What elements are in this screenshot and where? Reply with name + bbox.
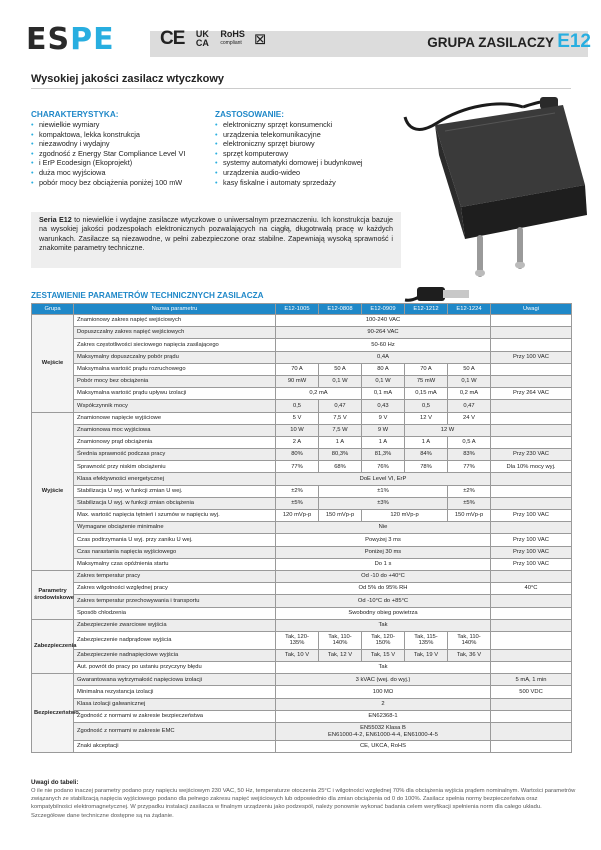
value-cell: 1 A	[405, 436, 448, 448]
note-cell	[491, 473, 572, 485]
value-cell: 7,5 W	[319, 424, 362, 436]
value-cell: Od 5% do 95% RH	[276, 583, 491, 595]
applications-title: ZASTOSOWANIE:	[215, 110, 284, 119]
param-name: Zgodność z normami w zakresie bezpieczeństwa	[74, 710, 276, 722]
value-cell: 80 A	[362, 363, 405, 375]
value-cell: 1 A	[362, 436, 405, 448]
list-item: • i ErP Ecodesign (Ekoprojekt)	[31, 158, 216, 168]
param-name: Maksymalna wartość prądu rozruchowego	[74, 363, 276, 375]
applications-list	[215, 120, 395, 187]
value-cell: 0,1 mA	[362, 388, 405, 400]
value-cell: 0,2 mA	[276, 388, 362, 400]
note-cell	[491, 363, 572, 375]
value-cell: Powyżej 3 ms	[276, 534, 491, 546]
note-cell	[491, 741, 572, 753]
value-cell: Tak	[276, 619, 491, 631]
list-item: • pobór mocy bez obciążenia poniżej 100 mW	[31, 178, 216, 188]
table-row	[32, 363, 572, 375]
note-cell	[491, 723, 572, 741]
value-cell: 0,2 mA	[448, 388, 491, 400]
value-cell: 76%	[362, 461, 405, 473]
note-cell	[491, 424, 572, 436]
list-item: • sprzęt komputerowy	[215, 149, 395, 159]
note-cell: Przy 100 VAC	[491, 351, 572, 363]
page-header	[0, 0, 601, 62]
page-subtitle: Wysokiej jakości zasilacz wtyczkowy	[31, 73, 225, 85]
param-name: Znamionowe napięcie wyjściowe	[74, 412, 276, 424]
value-cell: 0,5 A	[448, 436, 491, 448]
param-name: Znamionowy prąd obciążenia	[74, 436, 276, 448]
value-cell: 0,47	[448, 400, 491, 412]
column-header: E12-1224	[448, 304, 491, 315]
value-cell: 150 mVp-p	[319, 510, 362, 522]
value-cell: Do 1 s	[276, 558, 491, 570]
note-cell: 5 mA, 1 min	[491, 674, 572, 686]
note-cell: Przy 100 VAC	[491, 534, 572, 546]
rohs-mark-icon: RoHS compliant	[220, 29, 245, 46]
table-row	[32, 473, 572, 485]
note-cell: 500 VDC	[491, 686, 572, 698]
param-name: Maksymalna wartość prądu upływu izolacji	[74, 388, 276, 400]
value-cell: 70 A	[405, 363, 448, 375]
series-description: Seria E12 to niewielkie i wydajne zasilacze wtyczkowe o uniwersalnym przeznaczeniu. Ich konstrukcja bazuje na wysokiej jakości podzespołach elektronicznych pozwalających na ciągłą, długotrwałą pracę w każdych warunkach. Zasilacze są niezawodne, w pełni zabezpieczone oraz stabilne. Zapewniają wysoką sprawność i znakomite parametry techniczne.	[31, 212, 401, 268]
value-cell: 0,5	[405, 400, 448, 412]
column-header: Nazwa parametru	[74, 304, 276, 315]
param-name: Średnia sprawność podczas pracy	[74, 449, 276, 461]
note-cell	[491, 497, 572, 509]
value-cell: 100-240 VAC	[276, 315, 491, 327]
value-cell: 5 V	[276, 412, 319, 424]
value-cell: EN55032 Klasa B EN61000-4-2, EN61000-4-4, EN61000-4-5	[276, 723, 491, 741]
table-row	[32, 649, 572, 661]
note-cell	[491, 412, 572, 424]
value-cell: Tak, 110-140%	[448, 631, 491, 649]
parameters-table	[31, 303, 572, 753]
value-cell: 12 V	[405, 412, 448, 424]
value-cell: 1 A	[319, 436, 362, 448]
value-cell: 90-264 VAC	[276, 327, 491, 339]
note-cell	[491, 710, 572, 722]
value-cell: ±1%	[319, 485, 448, 497]
value-cell: 7,5 V	[319, 412, 362, 424]
value-cell: ±5%	[276, 497, 319, 509]
list-item: • urządzenia telekomunikacyjne	[215, 130, 395, 140]
note-cell	[491, 400, 572, 412]
value-cell: 75 mW	[405, 375, 448, 387]
param-name: Znamionowa moc wyjściowa	[74, 424, 276, 436]
table-row	[32, 723, 572, 741]
group-cell-safety: Bezpieczeństwo	[32, 674, 74, 753]
param-name: Zakres wilgotności względnej pracy	[74, 583, 276, 595]
features-list	[31, 120, 216, 187]
param-name: Współczynnik mocy	[74, 400, 276, 412]
table-row	[32, 741, 572, 753]
param-name: Znaki akceptacji	[74, 741, 276, 753]
value-cell: Nie	[276, 522, 491, 534]
value-cell: 50-60 Hz	[276, 339, 491, 351]
note-cell	[491, 339, 572, 351]
note-cell	[491, 436, 572, 448]
note-cell	[491, 631, 572, 649]
value-cell: ±2%	[448, 485, 491, 497]
list-item: • elektroniczny sprzęt konsumencki	[215, 120, 395, 130]
value-cell: 0,1 W	[448, 375, 491, 387]
value-cell: Tak, 110-140%	[319, 631, 362, 649]
list-item: • niezawodny i wydajny	[31, 139, 216, 149]
table-row	[32, 351, 572, 363]
value-cell: ±5%	[448, 497, 491, 509]
product-group-title: GRUPA ZASILACZY	[427, 35, 554, 50]
value-cell: 100 MΩ	[276, 686, 491, 698]
param-name: Czas podtrzymania U wyj. przy zaniku U wej.	[74, 534, 276, 546]
column-header: E12-1005	[276, 304, 319, 315]
param-name: Zabezpieczenie nadnapięciowe wyjścia	[74, 649, 276, 661]
value-cell: 2	[276, 698, 491, 710]
table-row	[32, 497, 572, 509]
value-cell: Od -10°C do +85°C	[276, 595, 491, 607]
value-cell: Tak, 120-135%	[276, 631, 319, 649]
table-row	[32, 388, 572, 400]
value-cell: ±3%	[319, 497, 448, 509]
value-cell: Swobodny obieg powietrza	[276, 607, 491, 619]
param-name: Pobór mocy bez obciążenia	[74, 375, 276, 387]
value-cell: 68%	[319, 461, 362, 473]
value-cell: 77%	[448, 461, 491, 473]
table-row	[32, 607, 572, 619]
param-name: Sprawność przy niskim obciążeniu	[74, 461, 276, 473]
ce-mark-icon: CE	[160, 28, 185, 49]
table-row	[32, 595, 572, 607]
table-row	[32, 534, 572, 546]
note-cell	[491, 662, 572, 674]
note-cell	[491, 649, 572, 661]
param-name: Klasa efektywności energetycznej	[74, 473, 276, 485]
column-header: Uwagi	[491, 304, 572, 315]
table-row	[32, 583, 572, 595]
param-name: Zabezpieczenie zwarciowe wyjścia	[74, 619, 276, 631]
value-cell: 0,1 W	[362, 375, 405, 387]
column-header: Grupa	[32, 304, 74, 315]
note-cell	[491, 595, 572, 607]
note-cell	[491, 485, 572, 497]
value-cell: 9 W	[362, 424, 405, 436]
value-cell: 120 mVp-p	[362, 510, 448, 522]
table-row	[32, 436, 572, 448]
value-cell: 84%	[405, 449, 448, 461]
param-name: Stabilizacja U wyj. w funkcji zmian U wej.	[74, 485, 276, 497]
value-cell: 50 A	[448, 363, 491, 375]
note-cell: Przy 100 VAC	[491, 558, 572, 570]
list-item: • urządzenia audio-wideo	[215, 168, 395, 178]
param-name: Zgodność z normami w zakresie EMC	[74, 723, 276, 741]
value-cell: 0,4A	[276, 351, 491, 363]
param-name: Znamionowy zakres napięć wejściowych	[74, 315, 276, 327]
param-name: Zakres temperatur przechowywania i transportu	[74, 595, 276, 607]
value-cell: 0,15 mA	[405, 388, 448, 400]
table-row	[32, 315, 572, 327]
note-cell: Przy 230 VAC	[491, 449, 572, 461]
param-name: Maksymalny dopuszczalny pobór prądu	[74, 351, 276, 363]
note-cell: Przy 264 VAC	[491, 388, 572, 400]
value-cell: 10 W	[276, 424, 319, 436]
value-cell: 81,3%	[362, 449, 405, 461]
value-cell: 3 kVAC (wej. do wyj.)	[276, 674, 491, 686]
table-row	[32, 412, 572, 424]
table-row	[32, 400, 572, 412]
value-cell: Tak, 10 V	[276, 649, 319, 661]
note-cell: Przy 100 VAC	[491, 546, 572, 558]
value-cell: 0,47	[319, 400, 362, 412]
ukca-mark-icon: UK CA	[195, 29, 209, 48]
value-cell: 83%	[448, 449, 491, 461]
column-header: E12-1212	[405, 304, 448, 315]
notes-title: Uwagi do tabeli:	[31, 779, 79, 786]
param-name: Wymagane obciążenie minimalne	[74, 522, 276, 534]
value-cell: 50 A	[319, 363, 362, 375]
group-cell-output: Wyjście	[32, 412, 74, 570]
table-row	[32, 339, 572, 351]
note-cell	[491, 375, 572, 387]
note-cell	[491, 619, 572, 631]
value-cell: 80,3%	[319, 449, 362, 461]
table-row	[32, 510, 572, 522]
value-cell: EN62368-1	[276, 710, 491, 722]
param-name: Czas narastania napięcia wyjściowego	[74, 546, 276, 558]
certification-marks	[160, 28, 266, 50]
note-cell	[491, 607, 572, 619]
table-row	[32, 327, 572, 339]
param-name: Zakres częstotliwości sieciowego napięcia zasilającego	[74, 339, 276, 351]
table-row	[32, 449, 572, 461]
weee-bin-icon: ⊠	[253, 31, 267, 48]
table-row	[32, 674, 572, 686]
value-cell: Tak	[276, 662, 491, 674]
value-cell: 12 W	[405, 424, 491, 436]
list-item: • kompaktowa, lekka konstrukcja	[31, 130, 216, 140]
list-item: • niewielkie wymiary	[31, 120, 216, 130]
param-name: Zabezpieczenie nadprądowe wyjścia	[74, 631, 276, 649]
note-cell: Dla 10% mocy wyj.	[491, 461, 572, 473]
table-row	[32, 461, 572, 473]
product-code: E12	[557, 31, 591, 52]
group-cell-input: Wejście	[32, 315, 74, 413]
table-row	[32, 424, 572, 436]
note-cell	[491, 315, 572, 327]
value-cell: Poniżej 30 ms	[276, 546, 491, 558]
value-cell: Od -10 do +40°C	[276, 570, 491, 582]
table-row	[32, 710, 572, 722]
note-cell: 40°C	[491, 583, 572, 595]
note-cell	[491, 327, 572, 339]
list-item: • systemy automatyki domowej i budynkowej	[215, 158, 395, 168]
param-name: Max. wartość napięcia tętnień i szumów w napięciu wyj.	[74, 510, 276, 522]
table-row	[32, 631, 572, 649]
group-cell-protections: Zabezpieczenia	[32, 619, 74, 674]
column-header: E12-0808	[319, 304, 362, 315]
value-cell: 78%	[405, 461, 448, 473]
table-row	[32, 558, 572, 570]
table-row	[32, 522, 572, 534]
param-name: Sposób chłodzenia	[74, 607, 276, 619]
value-cell: 0,5	[276, 400, 319, 412]
table-header-row	[32, 304, 572, 315]
value-cell: 2 A	[276, 436, 319, 448]
param-name: Zakres temperatur pracy	[74, 570, 276, 582]
value-cell: 70 A	[276, 363, 319, 375]
power-adapter-image	[405, 65, 595, 305]
note-cell: Przy 100 VAC	[491, 510, 572, 522]
value-cell: Tak, 15 V	[362, 649, 405, 661]
value-cell: 120 mVp-p	[276, 510, 319, 522]
value-cell: ±2%	[276, 485, 319, 497]
value-cell: 9 V	[362, 412, 405, 424]
param-name: Gwarantowana wytrzymałość napięciowa izolacji	[74, 674, 276, 686]
value-cell: Tak, 120-150%	[362, 631, 405, 649]
group-cell-environment: Parametry środowiskowe	[32, 570, 74, 619]
value-cell: Tak, 36 V	[448, 649, 491, 661]
value-cell: 150 mVp-p	[448, 510, 491, 522]
table-row	[32, 662, 572, 674]
column-header: E12-0909	[362, 304, 405, 315]
table-row	[32, 375, 572, 387]
value-cell: CE, UKCA, RoHS	[276, 741, 491, 753]
param-name: Stabilizacja U wyj. w funkcji zmian obciążenia	[74, 497, 276, 509]
value-cell: 0,43	[362, 400, 405, 412]
note-cell	[491, 522, 572, 534]
list-item: • elektroniczny sprzęt biurowy	[215, 139, 395, 149]
param-name: Minimalna rezystancja izolacji	[74, 686, 276, 698]
value-cell: 77%	[276, 461, 319, 473]
value-cell: 80%	[276, 449, 319, 461]
value-cell: 0,1 W	[319, 375, 362, 387]
value-cell: 24 V	[448, 412, 491, 424]
table-row	[32, 546, 572, 558]
list-item: • zgodność z Energy Star Compliance Level VI	[31, 149, 216, 159]
value-cell: Tak, 12 V	[319, 649, 362, 661]
table-row	[32, 686, 572, 698]
param-name: Klasa izolacji galwanicznej	[74, 698, 276, 710]
table-row	[32, 485, 572, 497]
param-name: Aut. powrót do pracy po ustaniu przyczyny błędu	[74, 662, 276, 674]
value-cell: DoE Level VI, ErP	[276, 473, 491, 485]
list-item: • duża moc wyjściowa	[31, 168, 216, 178]
table-row	[32, 570, 572, 582]
list-item: • kasy fiskalne i automaty sprzedaży	[215, 178, 395, 188]
table-row	[32, 698, 572, 710]
table-row	[32, 619, 572, 631]
features-title: CHARAKTERYSTYKA:	[31, 110, 119, 119]
value-cell: Tak, 115-135%	[405, 631, 448, 649]
notes-text: O ile nie podano inaczej parametry podano przy napięciu wejściowym 230 VAC, 50 Hz, temperaturze otoczenia 25°C i wilgotności względnej 70% dla obciążenia wyjścia prądem nominalnym. Wartości parametrów związanych ze stabilizacją napięcia wyjściowego podano dla pełnego zakresu napięć wejściowych lub odpowiednio dla zmian obciążenia od 0 do 100%. Zasilacz spełnia normy bezpieczeństwa oraz kompatybilności elektromagnetycznej. W przypadku instalacji zasilacza w finalnym urządzeniu jako podzespół, należy ponownie wykonać badania celem weryfikacji spełnienia norm dla całego układu. Szczegółowe dane techniczne dostępne są na żądanie.	[31, 788, 576, 819]
value-cell: 90 mW	[276, 375, 319, 387]
param-name: Dopuszczalny zakres napięć wejściowych	[74, 327, 276, 339]
espe-logo: ESPE	[26, 22, 115, 57]
note-cell	[491, 570, 572, 582]
note-cell	[491, 698, 572, 710]
value-cell: Tak, 19 V	[405, 649, 448, 661]
param-name: Maksymalny czas opóźnienia startu	[74, 558, 276, 570]
table-title: ZESTAWIENIE PARAMETRÓW TECHNICZNYCH ZASILACZA	[31, 291, 264, 300]
